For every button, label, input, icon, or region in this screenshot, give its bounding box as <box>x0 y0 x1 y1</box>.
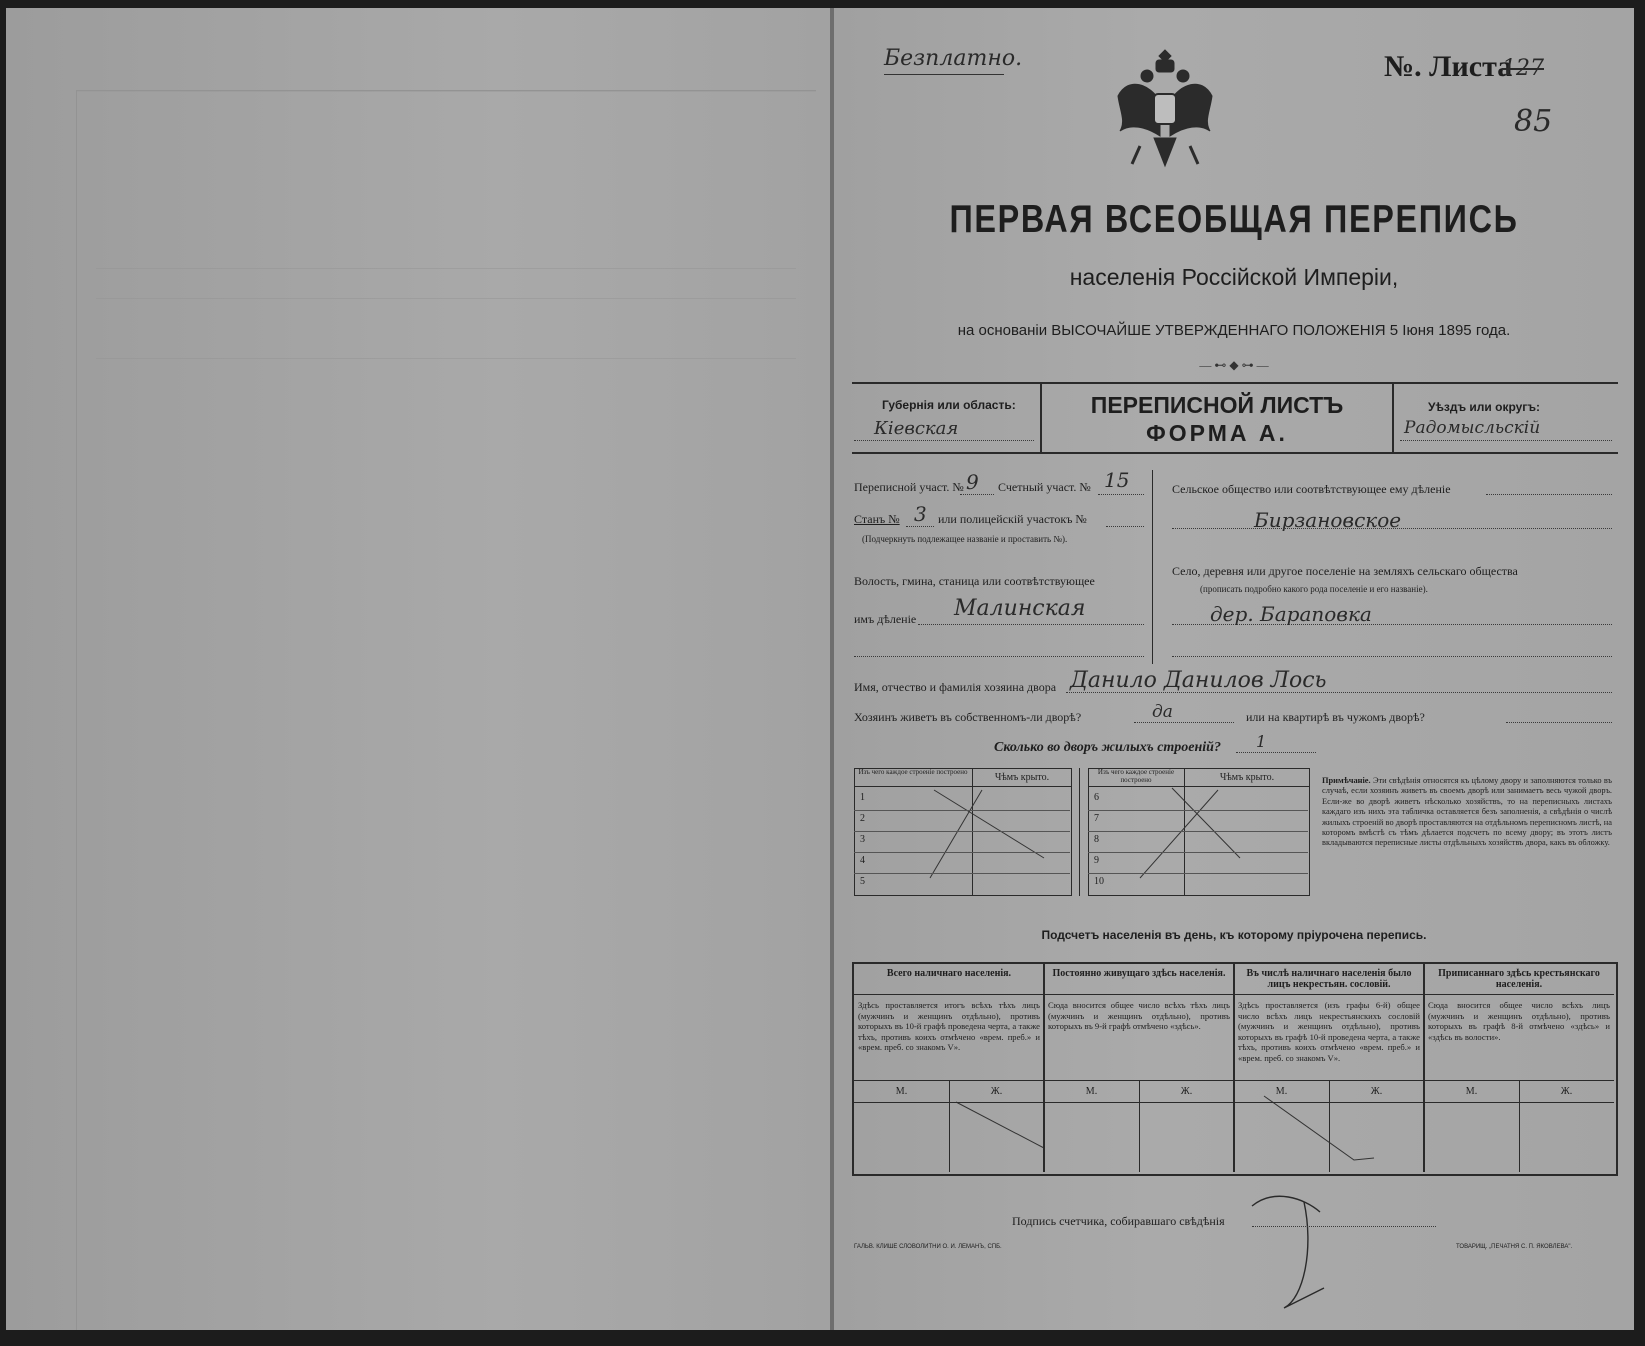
left-page <box>6 8 832 1330</box>
village-note: (прописать подробно какого рода поселеніе и его названіе). <box>1200 584 1428 594</box>
building-row-number: 9 <box>1094 855 1099 866</box>
society-value: Бирзановское <box>1254 508 1402 532</box>
tally-heading: Подсчетъ населенія въ день, къ которому пріурочена перепись. <box>1041 928 1427 942</box>
building-row-line <box>854 831 1070 832</box>
sheet-number-label: №. Листа <box>1384 50 1513 83</box>
tally-m-label: М. <box>895 1086 908 1097</box>
signature-label: Подпись счетчика, собиравшаго свѣдѣнія <box>1012 1214 1225 1228</box>
village-value: дер. Бараповка <box>1210 602 1372 626</box>
sheet-number-struck: 127 <box>1502 56 1544 81</box>
free-label: Безплатно. <box>884 46 1023 71</box>
form-subtitle: ФОРМА А. <box>1146 420 1288 446</box>
col-roof: Чѣмъ крыто. <box>1219 772 1275 783</box>
counting-district-value: 15 <box>1104 468 1130 492</box>
building-row-line <box>1088 852 1308 853</box>
census-basis: на основаніи ВЫСОЧАЙШЕ УТВЕРЖДЕННАГО ПОЛОЖЕНІЯ 5 Іюня 1895 года. <box>957 322 1511 339</box>
ghost-line <box>96 298 796 299</box>
owner-name-value: Данило Данилов Лось <box>1070 668 1327 693</box>
tally-column-title: Всего наличнаго населенія. <box>886 968 1012 979</box>
building-row-number: 8 <box>1094 834 1099 845</box>
signature-fill-line <box>1252 1226 1436 1227</box>
volost-label: Волость, гмина, станица или соотвѣтствующее <box>854 574 1095 588</box>
apartment-label: или на квартирѣ въ чужомъ дворѣ? <box>1246 710 1425 724</box>
sheet-number-handwritten: 85 <box>1514 104 1553 139</box>
tally-zh-label: Ж. <box>990 1086 1003 1097</box>
stan-label: Станъ № <box>854 512 900 526</box>
building-row-line <box>854 852 1070 853</box>
census-form-page <box>834 8 1634 1330</box>
tally-row-line <box>854 994 1614 995</box>
gubernia-value: Кіевская <box>874 418 959 439</box>
col-roof: Чѣмъ крыто. <box>994 772 1050 783</box>
society-label: Сельское общество или соотвѣтствующее ему дѣленіе <box>1172 482 1451 496</box>
tally-column-desc: Здѣсь проставляется итогъ всѣхъ тѣхъ лицъ (мужчинъ и женщинъ отдѣльно), противъ которыхъ въ 10-й графѣ проведена черта, а также тѣхъ, противъ коихъ отмѣчено «врем. преб.» и «врем. преб. со знакомъ V». <box>858 1000 1040 1053</box>
tally-zh-label: Ж. <box>1560 1086 1573 1097</box>
volost-value: Малинская <box>954 596 1086 621</box>
census-district-label: Переписной участ. № <box>854 480 964 494</box>
building-row-number: 5 <box>860 876 865 887</box>
stan-value: 3 <box>914 502 927 526</box>
tally-sub-divider <box>949 1080 950 1172</box>
tally-column-divider <box>1233 964 1235 1172</box>
footer-left: ГАЛЬВ. КЛИШЕ СЛОВОЛИТНИ О. И. ЛЕМАНЪ, СПБ. <box>854 1244 1002 1250</box>
tally-zh-label: Ж. <box>1370 1086 1383 1097</box>
underline-note: (Подчеркнуть подлежащее названіе и проставить №). <box>862 534 1068 544</box>
tally-zh-label: Ж. <box>1180 1086 1193 1097</box>
tally-row-line <box>854 1102 1614 1103</box>
own-yard-value: да <box>1152 702 1173 722</box>
tally-column-title: Въ числѣ наличнаго населенія было лицъ некрестьян. сословій. <box>1246 968 1412 990</box>
tally-column-desc: Сюда вносится общее число всѣхъ тѣхъ лицъ (мужчинъ и женщинъ отдѣльно), противъ которыхъ въ 9-й графѣ отмѣчено «здѣсь». <box>1048 1000 1230 1032</box>
ghost-line <box>76 90 816 91</box>
footer-right: ТОВАРИЩ. „ПЕЧАТНЯ С. П. ЯКОВЛЕВА". <box>1456 1244 1573 1250</box>
col-material: Изъ чего каждое строеніе построено <box>858 768 968 776</box>
village-label: Село, деревня или другое поселеніе на земляхъ сельскаго общества <box>1172 564 1518 578</box>
police-district-label: или полицейскій участокъ № <box>938 512 1087 526</box>
tally-column-desc: Сюда вносится общее число всѣхъ лицъ (мужчинъ и женщинъ отдѣльно), противъ которыхъ въ графѣ 8-й отмѣчено «здѣсь» и «здѣсь въ волости». <box>1428 1000 1610 1042</box>
building-row-line <box>1088 831 1308 832</box>
building-row-number: 2 <box>860 813 865 824</box>
note-block <box>1322 776 1612 849</box>
counting-district-label: Счетный участ. № <box>998 480 1091 494</box>
ghost-line <box>96 268 796 269</box>
buildings-label: Сколько во дворъ жилыхъ строеній? <box>994 740 1221 755</box>
tally-sub-divider <box>1329 1080 1330 1172</box>
tally-m-label: М. <box>1465 1086 1478 1097</box>
building-row-number: 10 <box>1094 876 1104 887</box>
tally-column-title: Постоянно живущаго здѣсь населенія. <box>1052 968 1226 979</box>
uezd-value: Радомысльскій <box>1404 418 1541 438</box>
building-row-line <box>854 873 1070 874</box>
tally-m-label: М. <box>1275 1086 1288 1097</box>
col-material: Изъ чего каждое строеніе построено <box>1097 768 1175 784</box>
ornament-divider: — ⊷ ◆ ⊶ — <box>1199 358 1269 372</box>
ghost-line <box>96 358 796 359</box>
tally-column-divider <box>1423 964 1425 1172</box>
tally-sub-divider <box>1519 1080 1520 1172</box>
ghost-line <box>76 90 77 1330</box>
bleed-through-area <box>76 90 816 302</box>
building-row-number: 6 <box>1094 792 1099 803</box>
own-yard-label: Хозяинъ живетъ въ собственномъ-ли дворѣ? <box>854 710 1082 724</box>
building-row-number: 4 <box>860 855 865 866</box>
tally-column-title: Приписаннаго здѣсь крестьянскаго населенія. <box>1438 968 1600 990</box>
note-text: Эти свѣдѣнія относятся къ цѣлому двору и заполняются только въ случаѣ, если хозяинъ живетъ въ своемъ дворѣ или занимаетъ весь чужой дворъ. Если-же во дворѣ живетъ нѣсколько хозяйствъ, то на переписныхъ листахъ каждаго изъ нихъ эта табличка оставляется безъ заполненія, а свѣдѣнія о числѣ жилыхъ строеній во дворѣ проставляются на отдѣльномъ переписномъ листѣ, на которомъ вмѣстѣ съ тѣмъ дѣлается подсчетъ по всему двору; въ этотъ листъ вкладываются переписные листы отдѣльныхъ хозяйствъ двора, какъ въ обложку. <box>1322 776 1613 848</box>
building-row-line <box>1088 810 1308 811</box>
gubernia-label: Губернія или область: <box>882 398 1016 412</box>
note-title: Примѣчаніе. <box>1322 776 1371 785</box>
owner-name-label: Имя, отчество и фамилія хозяина двора <box>854 680 1057 694</box>
volost-label-2: имъ дѣленіе <box>854 612 917 626</box>
tally-column-divider <box>1043 964 1045 1172</box>
building-row-number: 3 <box>860 834 865 845</box>
tally-m-label: М. <box>1085 1086 1098 1097</box>
building-row-number: 1 <box>860 792 865 803</box>
tally-column-desc: Здѣсь проставляется (изъ графы 6-й) общее число всѣхъ лицъ некрестьянскихъ сословій (мужчинъ и женщинъ отдѣльно), противъ которыхъ въ графѣ 10-й проведена черта, а также тѣхъ, противъ коихъ отмѣчено «врем. преб.» и «врем. преб. со знакомъ V». <box>1238 1000 1420 1063</box>
tally-row-line <box>854 1080 1614 1081</box>
buildings-value: 1 <box>1256 732 1267 751</box>
building-row-line <box>1088 873 1308 874</box>
tally-sub-divider <box>1139 1080 1140 1172</box>
census-title: ПЕРВАЯ ВСЕОБЩАЯ ПЕРЕПИСЬ <box>949 198 1519 241</box>
form-title: ПЕРЕПИСНОЙ ЛИСТЪ <box>1090 392 1344 418</box>
building-row-number: 7 <box>1094 813 1099 824</box>
building-row-line <box>854 810 1070 811</box>
uezd-label: Уѣздъ или округъ: <box>1428 400 1541 414</box>
census-district-value: 9 <box>966 470 979 494</box>
census-subtitle: населенія Россійской Имперіи, <box>1069 264 1399 290</box>
